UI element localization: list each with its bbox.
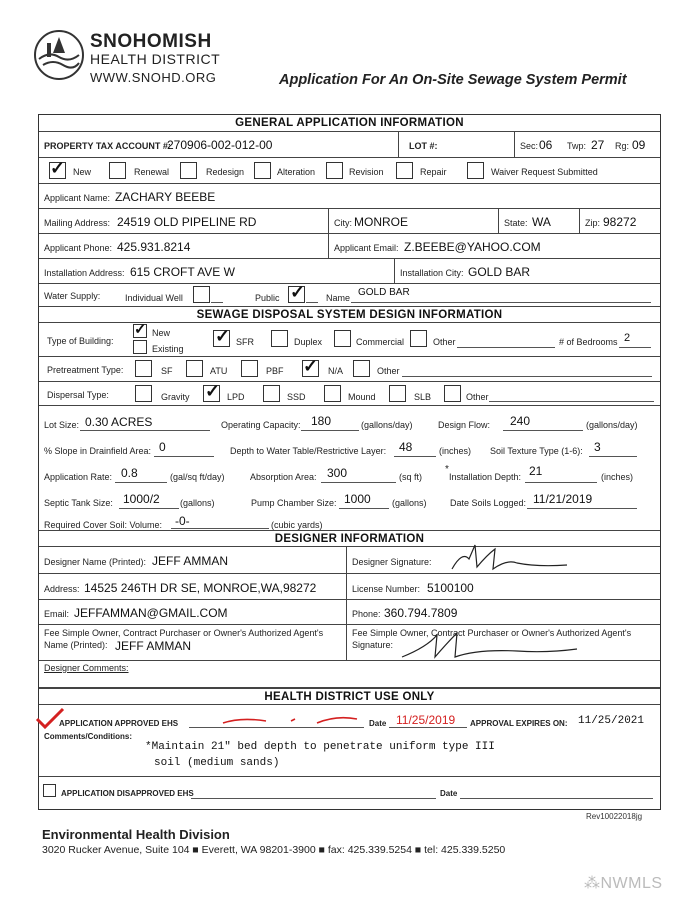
new-check-icon: ✓ [50, 158, 66, 178]
nwmls-text: NWMLS [600, 875, 663, 892]
app-rate-unit: (gal/sq ft/day) [170, 472, 225, 482]
license-label: License Number: [352, 584, 421, 594]
depth-label: Depth to Water Table/Restrictive Layer: [230, 446, 387, 456]
soils-date-label: Date Soils Logged: [450, 498, 527, 508]
waiver-checkbox[interactable] [467, 162, 484, 179]
org-website: WWW.SNOHD.ORG [90, 70, 217, 85]
pretreat-na-label: N/A [328, 366, 344, 376]
approval-block [39, 705, 660, 777]
designer-phone-value[interactable]: 360.794.7809 [384, 606, 458, 620]
designer-address-row [39, 574, 660, 600]
pretreat-other-label: Other [377, 366, 400, 376]
repair-checkbox[interactable] [396, 162, 413, 179]
ehs-initials [221, 713, 361, 729]
email-label: Applicant Email: [334, 243, 399, 253]
city-label: City: [334, 218, 352, 228]
building-type-row [39, 323, 660, 357]
install-depth-unit: (inches) [601, 472, 634, 482]
designer-email-value[interactable]: JEFFAMMAN@GMAIL.COM [74, 606, 228, 620]
license-value[interactable]: 5100100 [427, 581, 474, 595]
nwmls-watermark [584, 873, 663, 893]
type-waiver-label: Waiver Request Submitted [491, 167, 598, 177]
design-section-heading: SEWAGE DISPOSAL SYSTEM DESIGN INFORMATION [39, 307, 660, 323]
revision-checkbox[interactable] [326, 162, 343, 179]
designer-name-row [39, 547, 660, 574]
building-new-label: New [152, 328, 171, 338]
install-city-label: Installation City: [400, 268, 464, 278]
owner-name-value[interactable]: JEFF AMMAN [115, 639, 192, 653]
water-individual-label: Individual Well [125, 293, 183, 303]
designer-section-heading: DESIGNER INFORMATION [39, 531, 660, 547]
applicant-name-value[interactable]: ZACHARY BEEBE [115, 190, 216, 204]
pretreat-pbf-checkbox[interactable] [241, 360, 258, 377]
designer-comments-label: Designer Comments: [44, 663, 129, 673]
pretreat-atu-label: ATU [210, 366, 228, 376]
pretreat-atu-checkbox[interactable] [186, 360, 203, 377]
soil-texture-label: Soil Texture Type (1-6): [490, 446, 583, 456]
phone-value[interactable]: 425.931.8214 [117, 240, 191, 254]
mailing-value[interactable]: 24519 OLD PIPELINE RD [117, 215, 257, 229]
disapproved-date-label: Date [440, 789, 458, 798]
org-name: SNOHOMISH [90, 31, 212, 52]
design-flow-unit: (gallons/day) [586, 420, 638, 430]
comments-conditions-label: Comments/Conditions: [44, 732, 132, 741]
cover-soil-value[interactable]: -0- [175, 514, 190, 528]
owner-name-label-2: Name (Printed): [44, 640, 108, 650]
page-header [0, 0, 695, 110]
depth-unit: (inches) [439, 446, 472, 456]
disapproval-block [39, 777, 660, 811]
expires-label: APPROVAL EXPIRES ON: [470, 719, 568, 728]
rg-label: Rg: [615, 141, 630, 151]
approval-date-value[interactable]: 11/25/2019 [396, 713, 456, 727]
building-type-label: Type of Building: [47, 336, 114, 346]
public-check-icon: ✓ [290, 282, 306, 302]
absorption-unit: (sq ft) [399, 472, 423, 482]
lot-size-label: Lot Size: [44, 420, 80, 430]
absorption-value[interactable]: 300 [327, 466, 348, 480]
slope-value[interactable]: 0 [159, 440, 166, 454]
state-value[interactable]: WA [532, 215, 551, 229]
designer-signature-label: Designer Signature: [352, 557, 432, 567]
type-renewal-label: Renewal [134, 167, 170, 177]
asterisk-mark: * [445, 464, 449, 475]
alteration-checkbox[interactable] [254, 162, 271, 179]
permit-form [38, 114, 661, 810]
install-city-value[interactable]: GOLD BAR [468, 265, 531, 279]
rg-value[interactable]: 09 [632, 138, 646, 152]
pretreat-other-checkbox[interactable] [353, 360, 370, 377]
septic-label: Septic Tank Size: [44, 498, 113, 508]
designer-name-label: Designer Name (Printed): [44, 557, 147, 567]
cover-soil-label: Required Cover Soil: Volume: [44, 520, 163, 530]
dispersal-lpd-label: LPD [227, 392, 245, 402]
building-sfr-label: SFR [236, 337, 254, 347]
dispersal-other-label: Other [466, 392, 489, 402]
building-other-checkbox[interactable] [410, 330, 427, 347]
soils-date-value[interactable]: 11/21/2019 [533, 492, 593, 506]
water-public-label: Public [255, 293, 280, 303]
install-depth-value[interactable]: 21 [529, 464, 543, 478]
building-duplex-label: Duplex [294, 337, 323, 347]
building-new-check-icon: ✓ [134, 321, 147, 338]
email-value[interactable]: Z.BEEBE@YAHOO.COM [404, 240, 541, 254]
app-rate-value[interactable]: 0.8 [121, 466, 138, 480]
tax-account-row [39, 132, 660, 158]
expires-value[interactable]: 11/25/2021 [578, 715, 645, 727]
designer-comments-row [39, 661, 660, 688]
commercial-checkbox[interactable] [334, 330, 351, 347]
type-redesign-label: Redesign [206, 167, 245, 177]
division-address: 3020 Rucker Avenue, Suite 104 ■ Everett, WA 98201-3900 ■ fax: 425.339.5254 ■ tel: 425.339.5250 [42, 844, 506, 856]
dispersal-row [39, 382, 660, 406]
building-other-label: Other [433, 337, 456, 347]
dispersal-ssd-label: SSD [287, 392, 306, 402]
pretreatment-row [39, 357, 660, 382]
state-label: State: [504, 218, 528, 228]
septic-unit: (gallons) [180, 498, 215, 508]
building-commercial-label: Commercial [356, 337, 405, 347]
soil-texture-value[interactable]: 3 [594, 440, 601, 454]
type-alteration-label: Alteration [277, 167, 316, 177]
bedrooms-label: # of Bedrooms [559, 337, 618, 347]
building-existing-label: Existing [152, 344, 184, 354]
sec-value[interactable]: 06 [539, 138, 553, 152]
nwmls-logo-icon: ⁂ [584, 875, 601, 892]
dispersal-slb-label: SLB [414, 392, 432, 402]
general-section-heading: GENERAL APPLICATION INFORMATION [39, 115, 660, 132]
renewal-checkbox[interactable] [109, 162, 126, 179]
comment-line-2: soil (medium sands) [154, 757, 280, 769]
approved-label: APPLICATION APPROVED EHS [59, 719, 179, 728]
pump-value[interactable]: 1000 [344, 492, 371, 506]
applicant-name-row [39, 184, 660, 209]
designer-address-value[interactable]: 14525 246TH DR SE, MONROE,WA,98272 [84, 581, 317, 595]
type-repair-label: Repair [420, 167, 447, 177]
water-supply-row [39, 284, 660, 307]
design-flow-value[interactable]: 240 [510, 414, 531, 428]
twp-value[interactable]: 27 [591, 138, 605, 152]
application-type-row [39, 158, 660, 184]
pretreat-sf-checkbox[interactable] [135, 360, 152, 377]
comment-line-1: *Maintain 21" bed depth to penetrate uniform type III [145, 741, 495, 753]
disapproved-label: APPLICATION DISAPPROVED EHS [61, 789, 194, 798]
dispersal-ssd-checkbox[interactable] [263, 385, 280, 402]
pump-unit: (gallons) [392, 498, 427, 508]
type-new-label: New [73, 167, 92, 177]
owner-signature-label-1: Fee Simple Owner, Contract Purchaser or Owner's Authorized Agent's [352, 628, 632, 638]
install-address-value[interactable]: 615 CROFT AVE W [130, 265, 235, 279]
pretreat-sf-label: SF [161, 366, 173, 376]
designer-email-label: Email: [44, 609, 70, 619]
dispersal-label: Dispersal Type: [47, 390, 109, 400]
division-name: Environmental Health Division [42, 827, 230, 842]
dispersal-other-checkbox[interactable] [444, 385, 461, 402]
dispersal-slb-checkbox[interactable] [389, 385, 406, 402]
tax-account-label: PROPERTY TAX ACCOUNT #: [44, 141, 171, 151]
type-revision-label: Revision [349, 167, 384, 177]
designer-phone-label: Phone: [352, 609, 381, 619]
cover-soil-unit: (cubic yards) [271, 520, 323, 530]
installation-address-row [39, 259, 660, 284]
zip-value[interactable]: 98272 [603, 215, 637, 229]
mailing-label: Mailing Address: [44, 218, 111, 228]
revision-code: Rev10022018jg [586, 812, 643, 821]
disapproved-checkbox[interactable] [43, 784, 56, 797]
designer-signature [447, 541, 597, 575]
dispersal-mound-checkbox[interactable] [324, 385, 341, 402]
owner-signature-label-2: Signature: [352, 640, 394, 650]
mailing-address-row [39, 209, 660, 234]
zip-label: Zip: [585, 218, 601, 228]
designer-address-label: Address: [44, 584, 80, 594]
dispersal-mound-label: Mound [348, 392, 376, 402]
water-supply-label: Water Supply: [44, 291, 101, 301]
septic-value[interactable]: 1000/2 [123, 492, 160, 506]
snohomish-logo-icon [33, 29, 85, 81]
owner-name-label-1: Fee Simple Owner, Contract Purchaser or Owner's Authorized Agent's [44, 628, 324, 638]
applicant-contact-row [39, 234, 660, 259]
pretreat-pbf-label: PBF [266, 366, 284, 376]
pump-label: Pump Chamber Size: [251, 498, 337, 508]
twp-label: Twp: [567, 141, 587, 151]
dispersal-gravity-checkbox[interactable] [135, 385, 152, 402]
depth-value[interactable]: 48 [399, 440, 413, 454]
dispersal-gravity-label: Gravity [161, 392, 190, 402]
org-subtitle: HEALTH DISTRICT [90, 51, 221, 67]
redesign-checkbox[interactable] [180, 162, 197, 179]
building-existing-checkbox[interactable] [133, 340, 147, 354]
duplex-checkbox[interactable] [271, 330, 288, 347]
phone-label: Applicant Phone: [44, 243, 113, 253]
health-section-heading: HEALTH DISTRICT USE ONLY [39, 688, 660, 705]
dispersal-lpd-check-icon: ✓ [205, 381, 221, 401]
app-rate-label: Application Rate: [44, 472, 113, 482]
pretreat-na-check-icon: ✓ [303, 356, 319, 376]
op-capacity-label: Operating Capacity: [221, 420, 301, 430]
city-value[interactable]: MONROE [354, 215, 408, 229]
water-name-value[interactable]: GOLD BAR [358, 287, 410, 298]
applicant-name-label: Applicant Name: [44, 193, 111, 203]
designer-name-value[interactable]: JEFF AMMAN [152, 554, 229, 568]
sec-label: Sec: [520, 141, 539, 151]
design-flow-label: Design Flow: [438, 420, 491, 430]
lot-size-value[interactable]: 0.30 ACRES [85, 415, 153, 429]
owner-row [39, 625, 660, 661]
tax-account-value[interactable]: 270906-002-012-00 [167, 138, 273, 152]
pretreatment-label: Pretreatment Type: [47, 365, 124, 375]
install-address-label: Installation Address: [44, 268, 125, 278]
slope-label: % Slope in Drainfield Area: [44, 446, 152, 456]
water-name-label: Name [326, 293, 351, 303]
op-capacity-value[interactable]: 180 [311, 414, 332, 428]
install-depth-label: Installation Depth: [449, 472, 522, 482]
sfr-check-icon: ✓ [215, 326, 231, 346]
design-values-block [39, 406, 660, 531]
lot-label: LOT #: [409, 141, 438, 151]
form-title: Application For An On-Site Sewage System Permit [279, 72, 627, 88]
absorption-label: Absorption Area: [250, 472, 317, 482]
approval-date-label: Date [369, 719, 387, 728]
individual-well-checkbox[interactable] [193, 286, 210, 303]
bedrooms-value[interactable]: 2 [624, 332, 631, 344]
owner-signature [397, 627, 587, 661]
designer-contact-row [39, 600, 660, 625]
op-capacity-unit: (gallons/day) [361, 420, 413, 430]
